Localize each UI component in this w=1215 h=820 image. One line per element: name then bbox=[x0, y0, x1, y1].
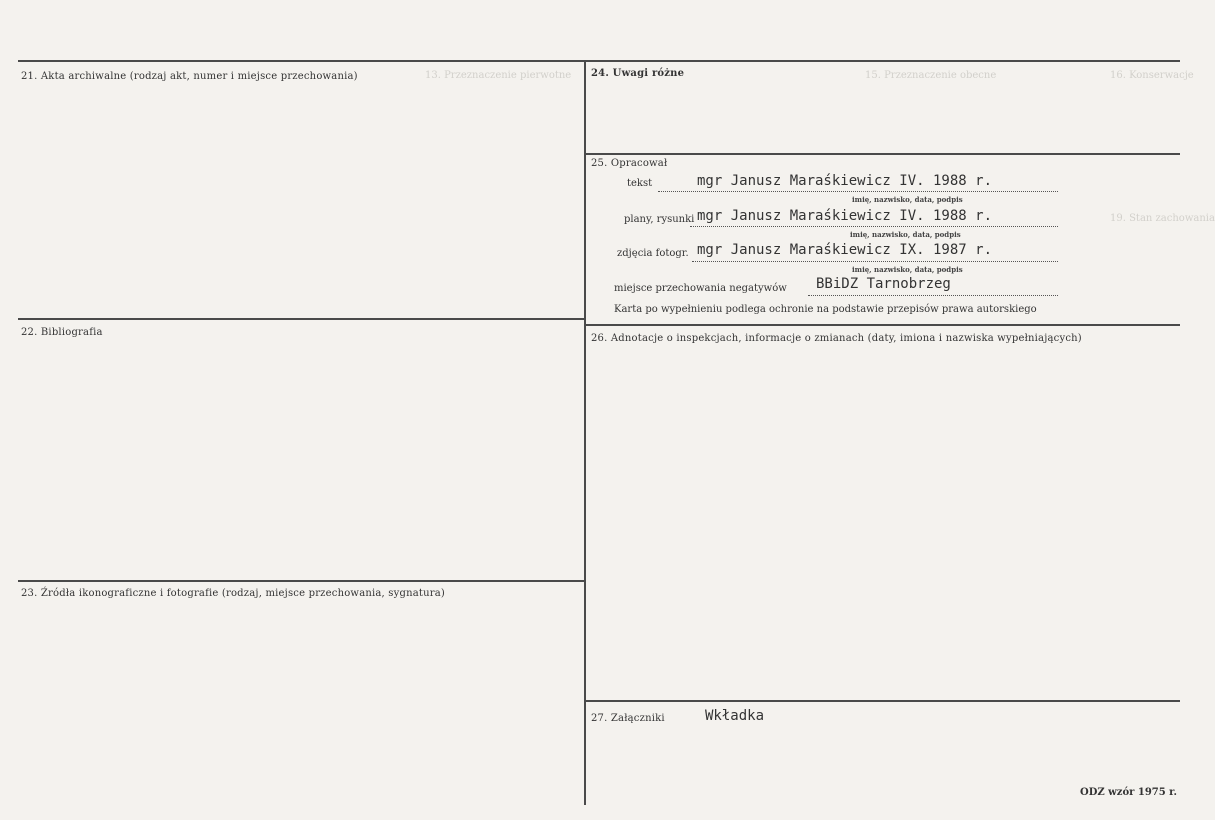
zalaczniki-value: Wkładka bbox=[705, 708, 765, 724]
center-divider bbox=[584, 60, 586, 805]
ghost-text-4: 19. Stan zachowania bbox=[1110, 213, 1215, 224]
ghost-text-3: 16. Konserwacje bbox=[1110, 70, 1194, 81]
rule-s26-s27 bbox=[586, 700, 1180, 702]
section-21-label: 21. Akta archiwalne (rodzaj akt, numer i miejsce przechowania) bbox=[21, 71, 358, 82]
rule-s21-s22 bbox=[18, 318, 584, 320]
section-22-label: 22. Bibliografia bbox=[21, 327, 103, 338]
rule-s25-s26 bbox=[586, 324, 1180, 326]
section-25-label: 25. Opracował bbox=[591, 158, 668, 169]
ghost-text-2: 15. Przeznaczenie obecne bbox=[865, 70, 997, 81]
tekst-line bbox=[658, 191, 1058, 192]
plany-label: plany, rysunki bbox=[624, 214, 695, 225]
zdjecia-label: zdjęcia fotogr. bbox=[617, 248, 689, 259]
form-version: ODZ wzór 1975 r. bbox=[1080, 787, 1178, 798]
rule-s24-s25 bbox=[586, 153, 1180, 155]
section-23-label: 23. Źródła ikonograficzne i fotografie (rodzaj, miejsce przechowania, sygnatura) bbox=[21, 588, 445, 599]
negatywy-value: BBiDZ Tarnobrzeg bbox=[816, 276, 951, 292]
section-27-label: 27. Załączniki bbox=[591, 713, 665, 724]
tekst-label: tekst bbox=[627, 178, 653, 189]
plany-caption: imię, nazwisko, data, podpis bbox=[850, 230, 961, 239]
zdjecia-caption: imię, nazwisko, data, podpis bbox=[852, 265, 963, 274]
top-rule bbox=[18, 60, 1180, 62]
ghost-text-1: 13. Przeznaczenie pierwotne bbox=[425, 70, 572, 81]
plany-value: mgr Janusz Maraśkiewicz IV. 1988 r. bbox=[697, 208, 993, 224]
zdjecia-value: mgr Janusz Maraśkiewicz IX. 1987 r. bbox=[697, 242, 993, 258]
plany-line bbox=[690, 226, 1058, 227]
tekst-value: mgr Janusz Maraśkiewicz IV. 1988 r. bbox=[697, 173, 993, 189]
negatywy-label: miejsce przechowania negatywów bbox=[614, 283, 787, 294]
section-26-label: 26. Adnotacje o inspekcjach, informacje o zmianach (daty, imiona i nazwiska wypełniających) bbox=[591, 333, 1082, 344]
rule-s22-s23 bbox=[18, 580, 584, 582]
section-24-label: 24. Uwagi różne bbox=[591, 68, 685, 79]
zdjecia-line bbox=[692, 261, 1058, 262]
tekst-caption: imię, nazwisko, data, podpis bbox=[852, 195, 963, 204]
copyright-notice: Karta po wypełnieniu podlega ochronie na podstawie przepisów prawa autorskiego bbox=[614, 304, 1037, 315]
negatywy-line bbox=[808, 295, 1058, 296]
